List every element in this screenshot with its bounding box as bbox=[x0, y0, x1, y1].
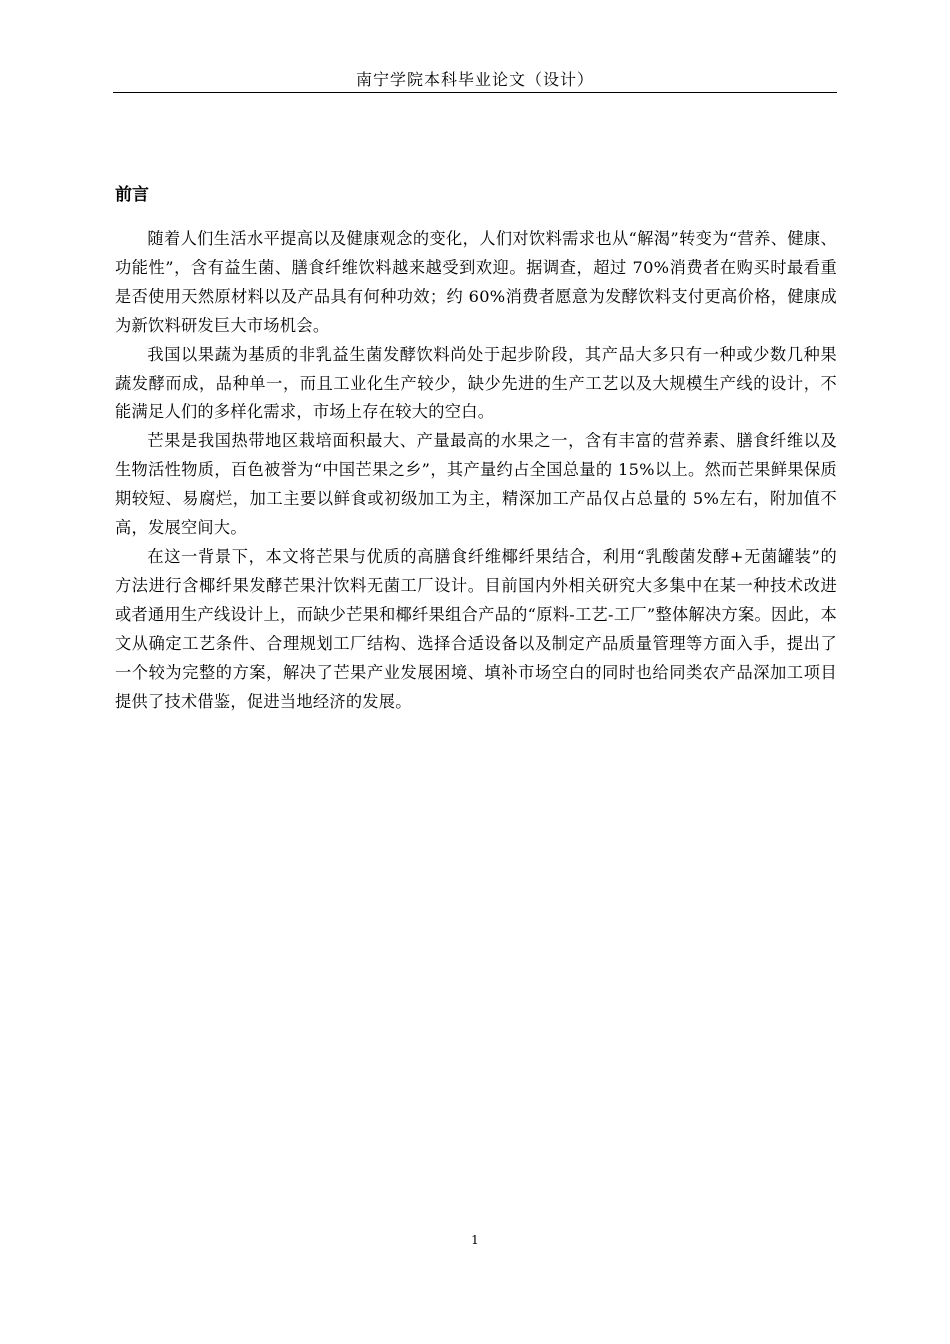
paragraph: 芒果是我国热带地区栽培面积最大、产量最高的水果之一，含有丰富的营养素、膳食纤维以及生物活性物质，百色被誉为“中国芒果之乡”，其产量约占全国总量的 15%以上。然而芒果鲜果保质期较短、易腐烂，加工主要以鲜食或初级加工为主，精深加工产品仅占总量的 5%左右，附加值不高，发展空间大。 bbox=[115, 431, 837, 538]
paragraph: 随着人们生活水平提高以及健康观念的变化，人们对饮料需求也从“解渴”转变为“营养、健康、功能性”，含有益生菌、膳食纤维饮料越来越受到欢迎。据调查，超过 70%消费者在购买时最看重是否使用天然原材料以及产品具有何种功效；约 60%消费者愿意为发酵饮料支付更高价格，健康成为新饮料研发巨大市场机会。 bbox=[115, 229, 837, 335]
section-title: 前言 bbox=[115, 185, 149, 205]
paragraph: 在这一背景下，本文将芒果与优质的高膳食纤维椰纤果结合，利用“乳酸菌发酵+无菌罐装”的方法进行含椰纤果发酵芒果汁饮料无菌工厂设计。目前国内外相关研究大多集中在某一种技术改进或者通用生产线设计上，而缺少芒果和椰纤果组合产品的“原料-工艺-工厂”整体解决方案。因此，本文从确定工艺条件、合理规划工厂结构、选择合适设备以及制定产品质量管理等方面入手，提出了一个较为完整的方案，解决了芒果产业发展困境、填补市场空白的同时也给同类农产品深加工项目提供了技术借鉴，促进当地经济的发展。 bbox=[115, 546, 837, 711]
running-header: 南宁学院本科毕业论文（设计） bbox=[355, 70, 594, 89]
page-number: 1 bbox=[471, 1233, 479, 1247]
body-text bbox=[115, 225, 837, 716]
header-rule bbox=[113, 92, 837, 93]
paragraph: 我国以果蔬为基质的非乳益生菌发酵饮料尚处于起步阶段，其产品大多只有一种或少数几种果蔬发酵而成，品种单一，而且工业化生产较少，缺少先进的生产工艺以及大规模生产线的设计，不能满足人们的多样化需求，市场上存在较大的空白。 bbox=[115, 344, 837, 422]
